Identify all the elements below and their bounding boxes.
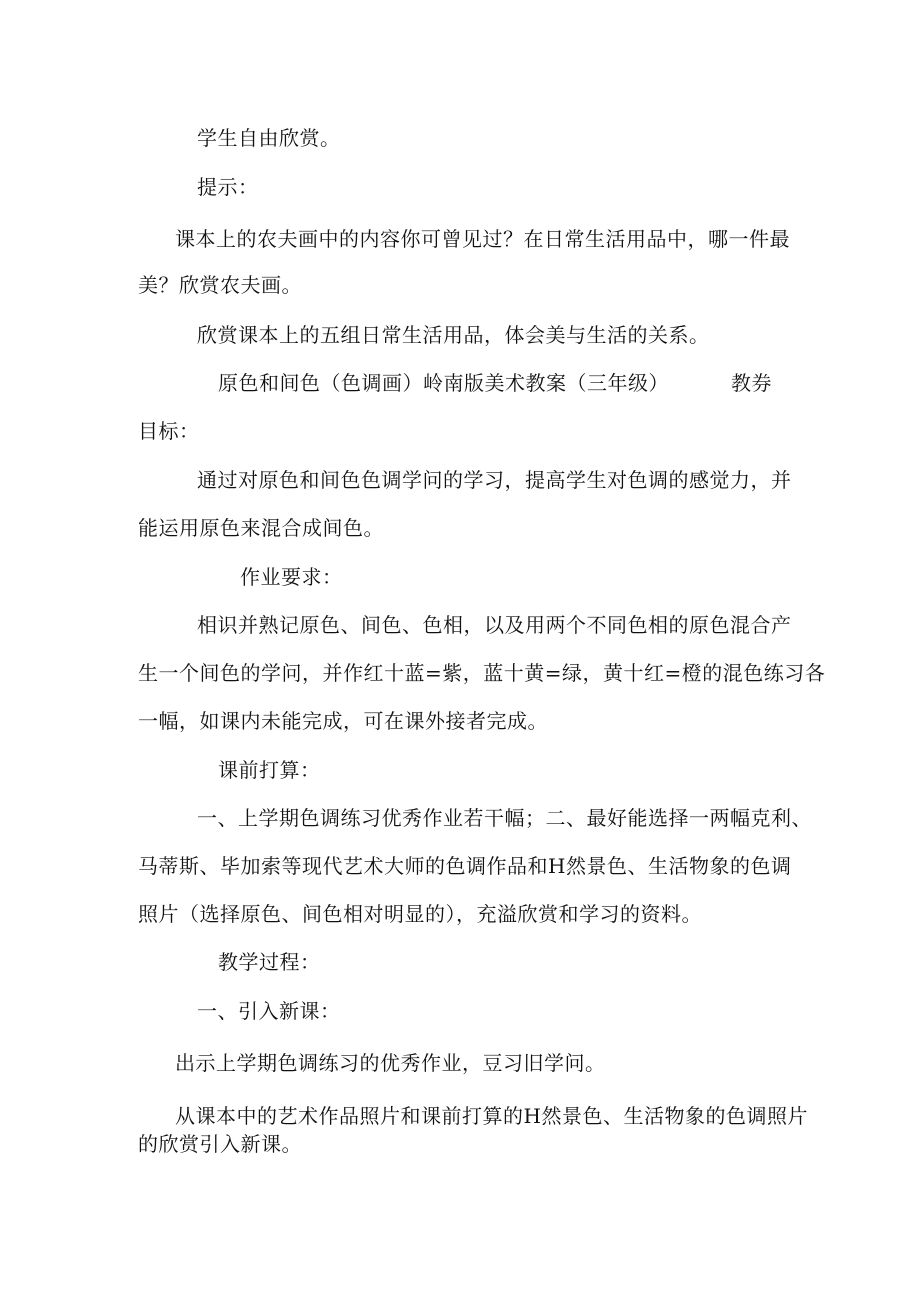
goal-line-2: 能运用原色来混合成间色。	[138, 516, 384, 540]
lesson-title: 原色和间色（色调画）岭南版美术教案（三年级）	[218, 371, 669, 395]
paragraph-hint-line-1: 课本上的农夫画中的内容你可曾见过？在日常生活用品中，哪一件最	[175, 227, 790, 251]
step-one-paragraph-2-line-1: 从课本中的艺术作品照片和课前打算的H然景色、生活物象的色调照片	[175, 1104, 808, 1128]
homework-line-2: 生一个间色的学问，并作红十蓝=紫，蓝十黄=绿，黄十红=橙的混色练习各	[138, 661, 826, 685]
homework-line-1: 相识并熟记原色、间色、色相，以及用两个不同色相的原色混合产	[197, 613, 792, 637]
preparation-label: 课前打算：	[218, 758, 321, 782]
paragraph-daily-items: 欣赏课本上的五组日常生活用品，体会美与生活的关系。	[197, 323, 710, 347]
homework-label: 作业要求：	[240, 565, 343, 589]
lesson-title-suffix: 教券	[731, 371, 772, 395]
hint-label: 提示：	[197, 175, 259, 199]
process-label: 教学过程：	[218, 950, 321, 974]
paragraph-appreciation: 学生自由欣赏。	[197, 126, 341, 150]
step-one-heading: 一、引入新课：	[197, 999, 341, 1023]
preparation-line-1: 一、上学期色调练习优秀作业若干幅；二、最好能选择一两幅克利、	[197, 806, 812, 830]
goal-label: 目标：	[138, 419, 200, 443]
preparation-line-2: 马蒂斯、毕加索等现代艺术大师的色调作品和H然景色、生活物象的色调	[138, 854, 792, 878]
paragraph-hint-line-2: 美？欣赏农夫画。	[138, 273, 302, 297]
goal-line-1: 通过对原色和间色色调学问的学习，提高学生对色调的感觉力，并	[197, 468, 792, 492]
step-one-paragraph-2-line-2: 的欣赏引入新课。	[138, 1132, 302, 1156]
homework-line-3: 一幅，如课内未能完成，可在课外接者完成。	[138, 709, 548, 733]
preparation-line-3: 照片（选择原色、间色相对明显的），充溢欣赏和学习的资料。	[138, 902, 702, 926]
step-one-paragraph-1: 出示上学期色调练习的优秀作业，豆习旧学问。	[175, 1051, 606, 1075]
